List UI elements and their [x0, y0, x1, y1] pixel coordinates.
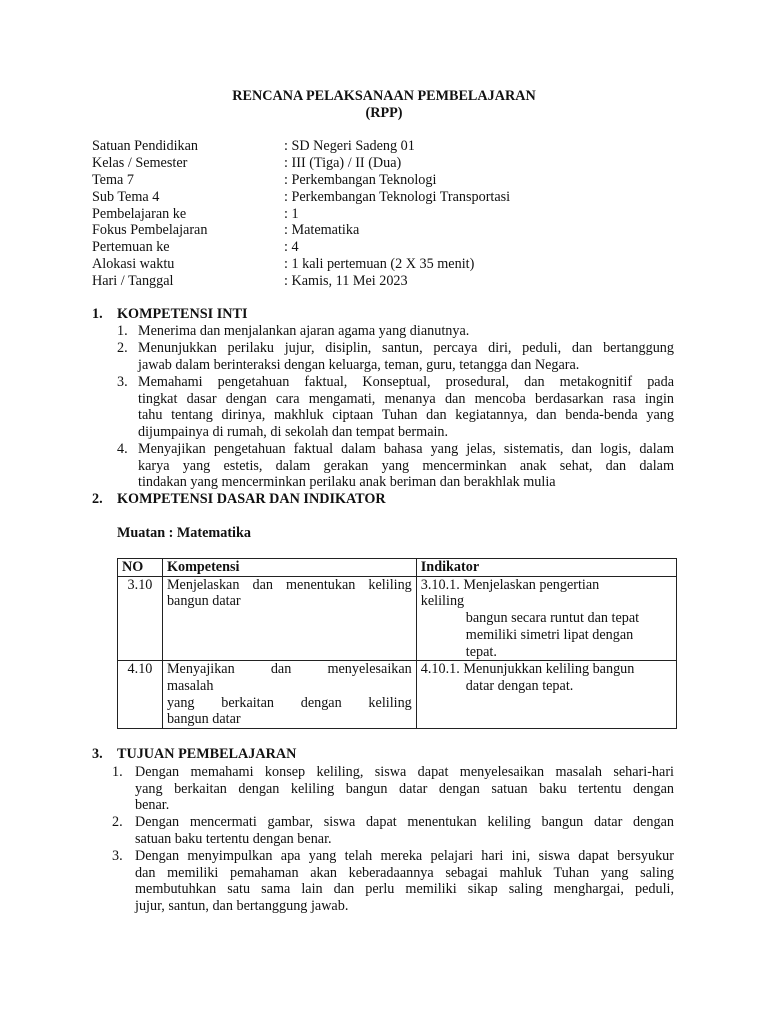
info-row	[92, 206, 299, 223]
muatan-label: Muatan : Matematika	[117, 525, 251, 541]
list-item-line: tingkat dasar dengan cara mengamati, menanya dan mencoba berdasarkan rasa ingin	[138, 390, 674, 407]
list-item	[138, 340, 674, 373]
document-title: RENCANA PELAKSANAAN PEMBELAJARAN	[232, 88, 536, 104]
list-item-line: tindakan yang mencerminkan perilaku anak beriman dan berakhlak mulia	[138, 474, 556, 491]
info-label: Tema 7	[92, 172, 134, 188]
document-subtitle: (RPP)	[365, 105, 403, 121]
info-value: : SD Negeri Sadeng 01	[284, 138, 415, 154]
cell-line: yang berkaitan dengan keliling	[166, 694, 412, 711]
info-value: : 1	[284, 206, 299, 222]
section-number: 3.	[92, 746, 103, 762]
info-value: : 1 kali pertemuan (2 X 35 menit)	[284, 256, 475, 272]
table-header-indikator: Indikator	[416, 559, 676, 577]
list-item	[138, 374, 674, 441]
list-item-number: 4.	[117, 441, 128, 457]
table-cell-no: 4.10	[118, 661, 163, 729]
info-value: : Matematika	[284, 222, 360, 238]
cell-line: memiliki simetri lipat dengan	[465, 626, 634, 643]
cell-line: bangun secara runtut dan tepat	[465, 610, 640, 627]
table-header-kompetensi: Kompetensi	[162, 559, 416, 577]
list-item-number: 2.	[112, 814, 123, 830]
list-item	[138, 441, 674, 491]
table-row	[118, 576, 677, 661]
table-header-row	[118, 559, 677, 577]
list-item-line: satuan baku tertentu dengan benar.	[135, 830, 332, 847]
list-item-line: jawab dalam berinteraksi dengan keluarga, teman, guru, tetangga dan Negara.	[138, 356, 580, 373]
list-item-number: 1.	[112, 764, 123, 780]
list-item-line: dan memiliki pemahaman akan keberadaannya sebagai mahluk Tuhan yang saling	[135, 864, 674, 881]
list-item-line: benar.	[135, 797, 170, 814]
cell-line: tepat.	[465, 643, 497, 660]
info-label: Pertemuan ke	[92, 239, 170, 255]
info-row	[92, 222, 359, 239]
list-item-line: yang berkaitan dengan keliling bangun datar dengan satuan baku tertentu dengan	[135, 780, 674, 797]
list-item	[135, 848, 674, 915]
list-item-line: membutuhkan satu sama lain dan perlu memiliki sikap saling menghargai, peduli,	[135, 881, 674, 898]
list-item-number: 2.	[117, 340, 128, 356]
info-label: Alokasi waktu	[92, 256, 175, 272]
list-item-line: Menerima dan menjalankan ajaran agama yang dianutnya.	[138, 323, 470, 339]
table-cell-indikator	[416, 661, 676, 729]
table-cell-kompetensi	[162, 576, 416, 661]
info-value: : III (Tiga) / II (Dua)	[284, 155, 402, 171]
info-row	[92, 256, 474, 273]
table-row	[118, 661, 677, 729]
cell-line: keliling	[420, 593, 465, 610]
info-value: : 4	[284, 239, 299, 255]
list-item-line: Dengan memahami konsep keliling, siswa dapat menyelesaikan masalah sehari-hari	[135, 764, 674, 780]
info-row	[92, 138, 415, 155]
cell-line: Menyajikan dan menyelesaikan	[166, 661, 412, 678]
list-item-number: 3.	[117, 374, 128, 390]
cell-line: 3.10.1. Menjelaskan pengertian	[420, 576, 600, 593]
list-item-line: Dengan menyimpulkan apa yang telah mereka pelajari hari ini, siswa dapat bersyukur	[135, 848, 674, 864]
kd-table	[117, 558, 677, 729]
info-row	[92, 189, 510, 206]
info-row	[92, 239, 299, 256]
list-item	[135, 814, 674, 847]
cell-line: bangun datar	[166, 711, 241, 728]
list-item-line: Memahami pengetahuan faktual, Konseptual, prosedural, dan metakognitif pada	[138, 374, 674, 390]
cell-line: bangun datar	[166, 593, 241, 610]
list-item-line: Menunjukkan perilaku jujur, disiplin, santun, percaya diri, peduli, dan bertanggung	[138, 340, 674, 356]
list-item-line: Menyajikan pengetahuan faktual dalam bahasa yang jelas, sistematis, dan logis, dalam	[138, 441, 674, 457]
list-item-line: dijumpainya di rumah, di sekolah dan tempat bermain.	[138, 424, 449, 441]
list-item-line: Dengan mencermati gambar, siswa dapat menentukan keliling bangun datar dengan	[135, 814, 674, 830]
table-cell-no: 3.10	[118, 576, 163, 661]
section-heading-ki: KOMPETENSI INTI	[117, 306, 248, 322]
list-item-number: 1.	[117, 323, 128, 339]
section-heading-kd: KOMPETENSI DASAR DAN INDIKATOR	[117, 491, 386, 507]
info-label: Satuan Pendidikan	[92, 138, 198, 154]
list-item	[135, 764, 674, 814]
list-item	[138, 323, 674, 340]
list-item-line: jujur, santun, dan bertanggung jawab.	[135, 898, 349, 915]
info-row	[92, 273, 408, 290]
list-item-number: 3.	[112, 848, 123, 864]
table-cell-kompetensi	[162, 661, 416, 729]
list-item-line: karya yang estetis, dalam gerakan yang mencerminkan anak sehat, dan dalam	[138, 457, 674, 474]
info-value: : Kamis, 11 Mei 2023	[284, 273, 408, 289]
info-label: Hari / Tanggal	[92, 273, 174, 289]
section-number: 2.	[92, 491, 103, 507]
info-value: : Perkembangan Teknologi Transportasi	[284, 189, 511, 205]
table-cell-indikator	[416, 576, 676, 661]
cell-line: 4.10.1. Menunjukkan keliling bangun	[420, 661, 635, 678]
info-value: : Perkembangan Teknologi	[284, 172, 437, 188]
cell-line: Menjelaskan dan menentukan keliling	[166, 576, 412, 593]
list-item-line: tahu tentang dirinya, makhluk ciptaan Tuhan dan kegiatannya, dan benda-benda yang	[138, 407, 674, 424]
info-label: Fokus Pembelajaran	[92, 222, 208, 238]
info-row	[92, 155, 401, 172]
info-label: Pembelajaran ke	[92, 206, 187, 222]
section-heading-tp: TUJUAN PEMBELAJARAN	[117, 746, 297, 762]
cell-line: datar dengan tepat.	[465, 677, 574, 694]
info-label: Kelas / Semester	[92, 155, 188, 171]
info-label: Sub Tema 4	[92, 189, 160, 205]
info-row	[92, 172, 436, 189]
cell-line: masalah	[166, 677, 214, 694]
section-number: 1.	[92, 306, 103, 322]
table-header-no: NO	[118, 559, 163, 577]
